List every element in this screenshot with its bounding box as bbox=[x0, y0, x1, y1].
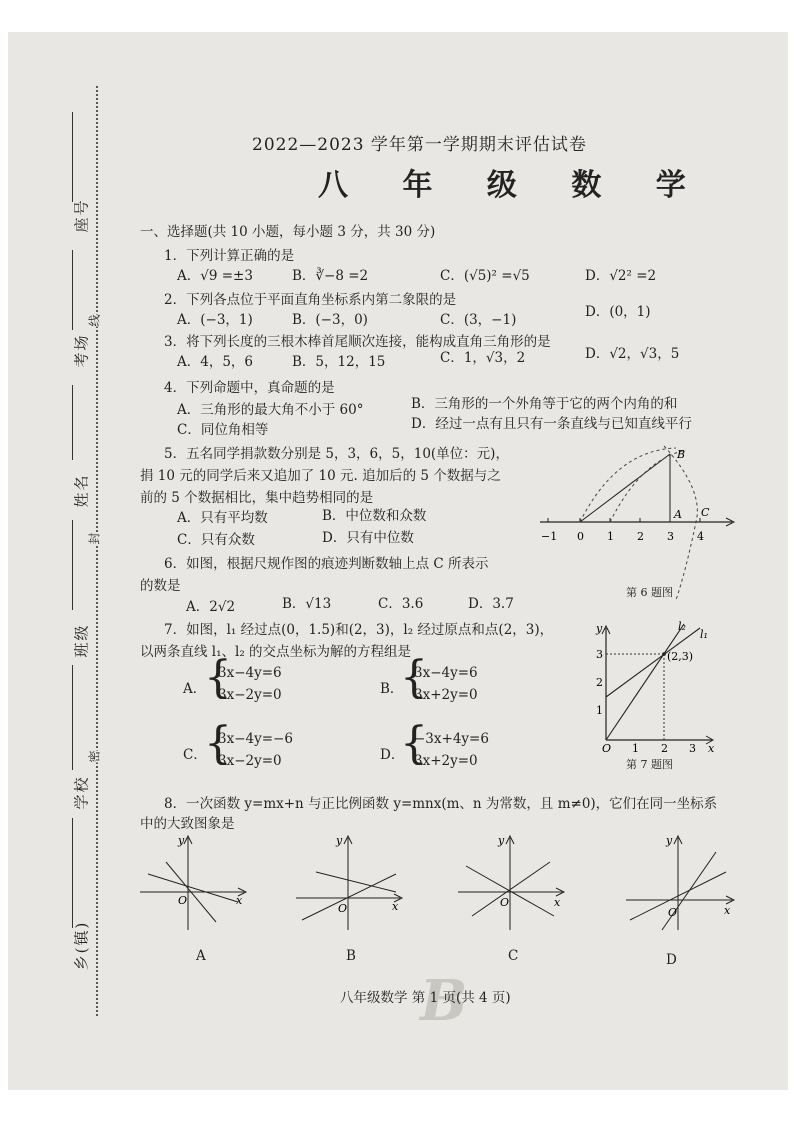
q7-l1-label: l₁ bbox=[700, 628, 708, 641]
q7-xtick-3: 3 bbox=[689, 742, 696, 754]
q7-ytick-3: 3 bbox=[596, 648, 603, 661]
watermark-b: B bbox=[420, 968, 468, 1034]
q6-option-c: C．3.6 bbox=[378, 596, 424, 612]
name-label: 姓名 bbox=[72, 473, 91, 508]
q7-xtick-1: 1 bbox=[632, 742, 639, 754]
q7-option-c-system bbox=[218, 728, 293, 772]
seal-feng-char: 封 bbox=[87, 532, 102, 545]
q8-line1: 8．一次函数 y=mx+n 与正比例函数 y=mnx(m、n 为常数，且 m≠0)，它们在同一坐标系 bbox=[164, 796, 718, 812]
q7-option-b-eq2: 3x+2y=0 bbox=[414, 687, 478, 703]
town-underline bbox=[72, 818, 73, 928]
point-b-label: B bbox=[677, 448, 686, 461]
name-underline bbox=[72, 385, 73, 460]
q7-option-d-label: D． bbox=[380, 747, 405, 763]
q7-option-d-brace: { bbox=[400, 718, 428, 769]
q2-option-c: C．(3，−1) bbox=[440, 312, 517, 328]
q7-option-a-eq1: 3x−4y=6 bbox=[218, 665, 282, 681]
q7-option-c-label: C． bbox=[183, 747, 207, 763]
class-underline bbox=[72, 520, 73, 610]
q7-l2-label: l₂ bbox=[678, 620, 686, 633]
exam-room-underline bbox=[72, 250, 73, 330]
q5-option-c: C．只有众数 bbox=[177, 532, 255, 548]
q6-line2: 的数是 bbox=[140, 578, 181, 594]
tick-3: 3 bbox=[667, 530, 674, 543]
page-footer: 八年级数学 第 1 页(共 4 页) bbox=[340, 990, 511, 1006]
school-underline bbox=[72, 665, 73, 770]
town-label: 乡(镇) bbox=[72, 920, 91, 971]
graph-a-x-label: x bbox=[236, 894, 243, 907]
construction-arc-3 bbox=[664, 446, 697, 600]
q7-option-b-label: B． bbox=[380, 681, 404, 697]
q3-option-a: A．4，5，6 bbox=[177, 354, 254, 370]
tick-4: 4 bbox=[697, 530, 704, 543]
q7-option-d-eq2: 3x+2y=0 bbox=[414, 753, 478, 769]
q1-option-b: B．∛−8 =2 bbox=[292, 268, 369, 284]
q7-x-label: x bbox=[708, 742, 715, 754]
graph-b-x-label: x bbox=[392, 900, 399, 913]
tick-2: 2 bbox=[637, 530, 644, 543]
q1-option-a: A．√9 =±3 bbox=[177, 268, 253, 284]
q5-line3: 前的 5 个数据相比，集中趋势相同的是 bbox=[140, 490, 374, 506]
q8-graph-d bbox=[626, 832, 738, 932]
q8-graph-b bbox=[296, 832, 406, 932]
q7-line2: 以两条直线 l₁、l₂ 的交点坐标为解的方程组是 bbox=[140, 644, 412, 660]
graph-b-line-1 bbox=[302, 874, 396, 920]
q6-caption: 第 6 题图 bbox=[626, 586, 673, 599]
q4-option-a: A．三角形的最大角不小于 60° bbox=[177, 402, 364, 418]
q6-option-b: B．√13 bbox=[282, 596, 332, 612]
q2-stem: 2．下列各点位于平面直角坐标系内第二象限的是 bbox=[164, 292, 457, 308]
seat-no-underline bbox=[72, 112, 73, 202]
graph-d-x-label: x bbox=[724, 904, 731, 917]
q7-option-c-eq1: 3x−4y=−6 bbox=[218, 731, 293, 747]
q1-option-c: C．(√5)² =√5 bbox=[440, 268, 530, 284]
subject-title: 八 年 级 数 学 bbox=[318, 168, 708, 203]
graph-c-line-2 bbox=[472, 862, 550, 916]
graph-b-origin: O bbox=[338, 902, 348, 915]
q7-xtick-2: 2 bbox=[661, 742, 668, 754]
q4-option-c: C．同位角相等 bbox=[177, 422, 269, 438]
q7-option-c-eq2: 3x−2y=0 bbox=[218, 753, 282, 769]
q2-option-d: D．(0，1) bbox=[585, 304, 651, 320]
q7-ytick-1: 1 bbox=[596, 704, 603, 717]
q2-option-a: A．(−3，1) bbox=[177, 312, 253, 328]
q3-option-c: C．1，√3，2 bbox=[440, 350, 526, 366]
tick-1: 1 bbox=[607, 530, 614, 543]
graph-c-origin: O bbox=[500, 896, 510, 909]
graph-a-line-1 bbox=[148, 874, 238, 902]
q7-option-a-brace: { bbox=[204, 652, 232, 703]
q8-graph-c bbox=[458, 832, 568, 932]
q7-ytick-2: 2 bbox=[596, 676, 603, 689]
class-label: 班级 bbox=[72, 623, 91, 658]
seal-dotted-line bbox=[96, 86, 98, 1016]
q5-line1: 5．五名同学捐款数分别是 5，3，6，5，10(单位：元)， bbox=[164, 446, 509, 462]
q8-graph-c-label: C bbox=[508, 948, 519, 964]
q2-option-b: B．(−3，0) bbox=[292, 312, 368, 328]
graph-d-y-label: y bbox=[666, 834, 673, 847]
tick-0: 0 bbox=[577, 530, 584, 543]
q7-option-a-label: A． bbox=[183, 681, 207, 697]
q3-option-d: D．√2，√3，5 bbox=[585, 346, 680, 362]
q7-option-b-system bbox=[414, 662, 478, 706]
graph-b-y-label: y bbox=[336, 834, 343, 847]
q7-line-l2 bbox=[606, 624, 684, 740]
q7-caption: 第 7 题图 bbox=[626, 758, 673, 771]
graph-c-y-label: y bbox=[498, 834, 505, 847]
hypotenuse-segment bbox=[580, 454, 670, 522]
q7-point-label: (2,3) bbox=[667, 650, 694, 663]
exam-room-label: 考场 bbox=[72, 333, 91, 368]
q7-option-b-eq1: 3x−4y=6 bbox=[414, 665, 478, 681]
point-a-label: A bbox=[674, 508, 682, 521]
q1-option-d: D．√2² =2 bbox=[585, 268, 657, 284]
q8-graph-d-label: D bbox=[666, 952, 677, 968]
q7-y-label: y bbox=[596, 622, 603, 635]
q1-stem: 1．下列计算正确的是 bbox=[164, 248, 295, 264]
section-heading: 一、选择题(共 10 小题，每小题 3 分，共 30 分) bbox=[140, 224, 436, 240]
graph-d-origin: O bbox=[668, 906, 678, 919]
q6-line1: 6．如图，根据尺规作图的痕迹判断数轴上点 C 所表示 bbox=[164, 556, 489, 572]
q5-option-a: A．只有平均数 bbox=[177, 510, 268, 526]
q3-stem: 3．将下列长度的三根木棒首尾顺次连接，能构成直角三角形的是 bbox=[164, 334, 551, 350]
q7-intersection-point bbox=[662, 652, 666, 656]
seal-mi-char: 密 bbox=[87, 750, 102, 763]
q8-graph-a bbox=[140, 832, 250, 932]
q7-figure bbox=[588, 614, 718, 754]
q8-line2: 中的大致图象是 bbox=[140, 816, 235, 832]
q5-option-b: B．中位数和众数 bbox=[322, 508, 427, 524]
graph-a-y-label: y bbox=[178, 834, 185, 847]
point-c-label: C bbox=[701, 506, 710, 519]
q7-line1: 7．如图，l₁ 经过点(0，1.5)和(2，3)，l₂ 经过原点和点(2，3)， bbox=[164, 622, 554, 638]
q7-option-d-eq1: −3x+4y=6 bbox=[414, 731, 489, 747]
q4-option-d: D．经过一点有且只有一条直线与已知直线平行 bbox=[411, 416, 692, 432]
q7-option-a-system bbox=[218, 662, 282, 706]
q7-option-a-eq2: 3x−2y=0 bbox=[218, 687, 282, 703]
q4-option-b: B．三角形的一个外角等于它的两个内角的和 bbox=[411, 396, 678, 412]
tick-neg1: −1 bbox=[541, 530, 558, 543]
q6-option-d: D．3.7 bbox=[468, 596, 514, 612]
graph-c-x-label: x bbox=[554, 896, 561, 909]
q6-option-a: A．2√2 bbox=[186, 599, 236, 615]
exam-title: 2022—2023 学年第一学期期末评估试卷 bbox=[252, 135, 587, 155]
graph-b-line-2 bbox=[316, 872, 396, 892]
q7-option-d-system bbox=[414, 728, 489, 772]
graph-a-origin: O bbox=[178, 894, 188, 907]
q7-option-b-brace: { bbox=[400, 652, 428, 703]
q7-origin: O bbox=[602, 742, 612, 754]
q4-stem: 4．下列命题中，真命题的是 bbox=[164, 380, 335, 396]
q8-graph-b-label: B bbox=[346, 948, 356, 964]
q8-graph-a-label: A bbox=[196, 948, 206, 964]
seal-line-char: 线 bbox=[87, 314, 102, 327]
school-label: 学校 bbox=[72, 775, 91, 810]
q3-option-b: B．5，12，15 bbox=[292, 354, 386, 370]
q5-option-d: D．只有中位数 bbox=[322, 530, 414, 546]
seat-no-label: 座号 bbox=[72, 198, 91, 233]
q5-line2: 捐 10 元的同学后来又追加了 10 元. 追加后的 5 个数据与之 bbox=[140, 468, 501, 484]
q7-option-c-brace: { bbox=[204, 718, 232, 769]
